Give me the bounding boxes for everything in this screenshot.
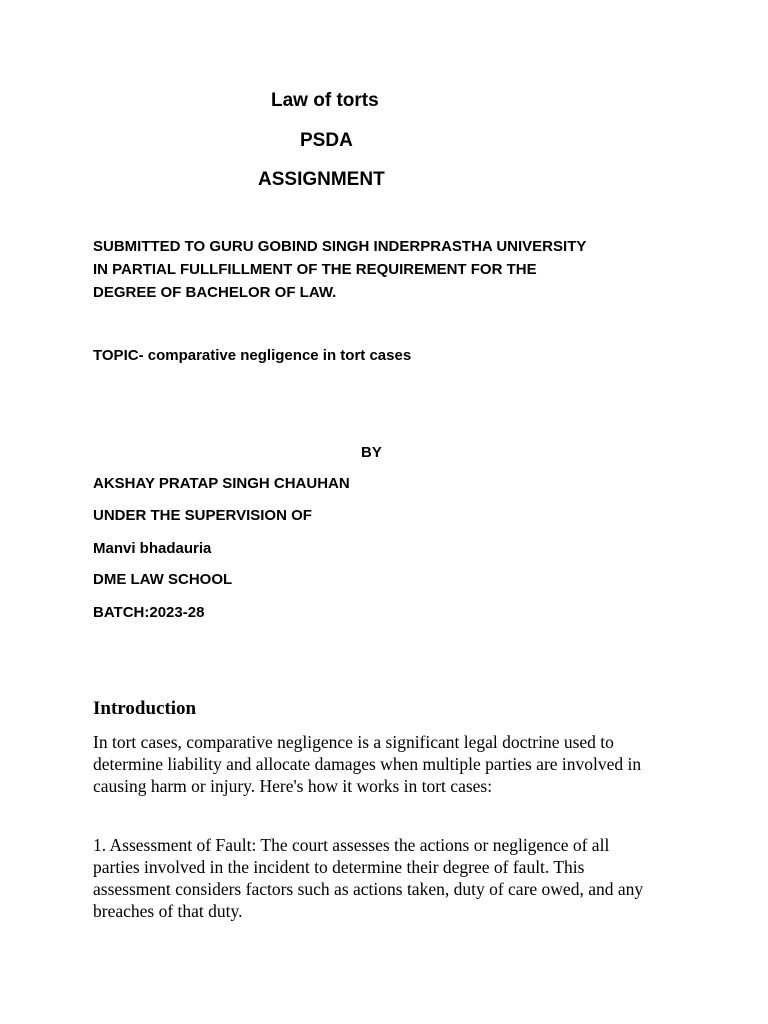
submission-line-2: IN PARTIAL FULLFILLMENT OF THE REQUIREMENT FOR THE xyxy=(93,261,537,278)
paragraph-1-line-1: In tort cases, comparative negligence is a significant legal doctrine used to xyxy=(93,732,614,752)
introduction-heading: Introduction xyxy=(93,698,197,719)
introduction-paragraph-2 xyxy=(93,834,693,922)
by-label: BY xyxy=(361,444,382,461)
submission-line-1: SUBMITTED TO GURU GOBIND SINGH INDERPRASTHA UNIVERSITY xyxy=(93,238,587,255)
document-subtitle-assignment: ASSIGNMENT xyxy=(258,169,385,190)
paragraph-1-line-3: causing harm or injury. Here's how it works in tort cases: xyxy=(93,776,493,796)
introduction-paragraph-1 xyxy=(93,731,693,797)
paragraph-2-line-3: assessment considers factors such as actions taken, duty of care owed, and any xyxy=(93,879,644,899)
document-subtitle-psda: PSDA xyxy=(300,130,353,151)
school-name: DME LAW SCHOOL xyxy=(93,571,233,588)
author-name: AKSHAY PRATAP SINGH CHAUHAN xyxy=(93,475,350,492)
paragraph-1-line-2: determine liability and allocate damages when multiple parties are involved in xyxy=(93,754,642,774)
topic-line: TOPIC- comparative negligence in tort cases xyxy=(93,347,412,364)
paragraph-2-line-1: 1. Assessment of Fault: The court assesses the actions or negligence of all xyxy=(93,835,610,855)
paragraph-2-line-2: parties involved in the incident to determine their degree of fault. This xyxy=(93,857,585,877)
supervisor-name: Manvi bhadauria xyxy=(93,540,212,557)
supervision-label: UNDER THE SUPERVISION OF xyxy=(93,507,312,524)
document-title: Law of torts xyxy=(271,90,379,111)
batch-label: BATCH:2023-28 xyxy=(93,604,205,621)
paragraph-2-line-4: breaches of that duty. xyxy=(93,901,243,921)
submission-line-3: DEGREE OF BACHELOR OF LAW. xyxy=(93,284,337,301)
